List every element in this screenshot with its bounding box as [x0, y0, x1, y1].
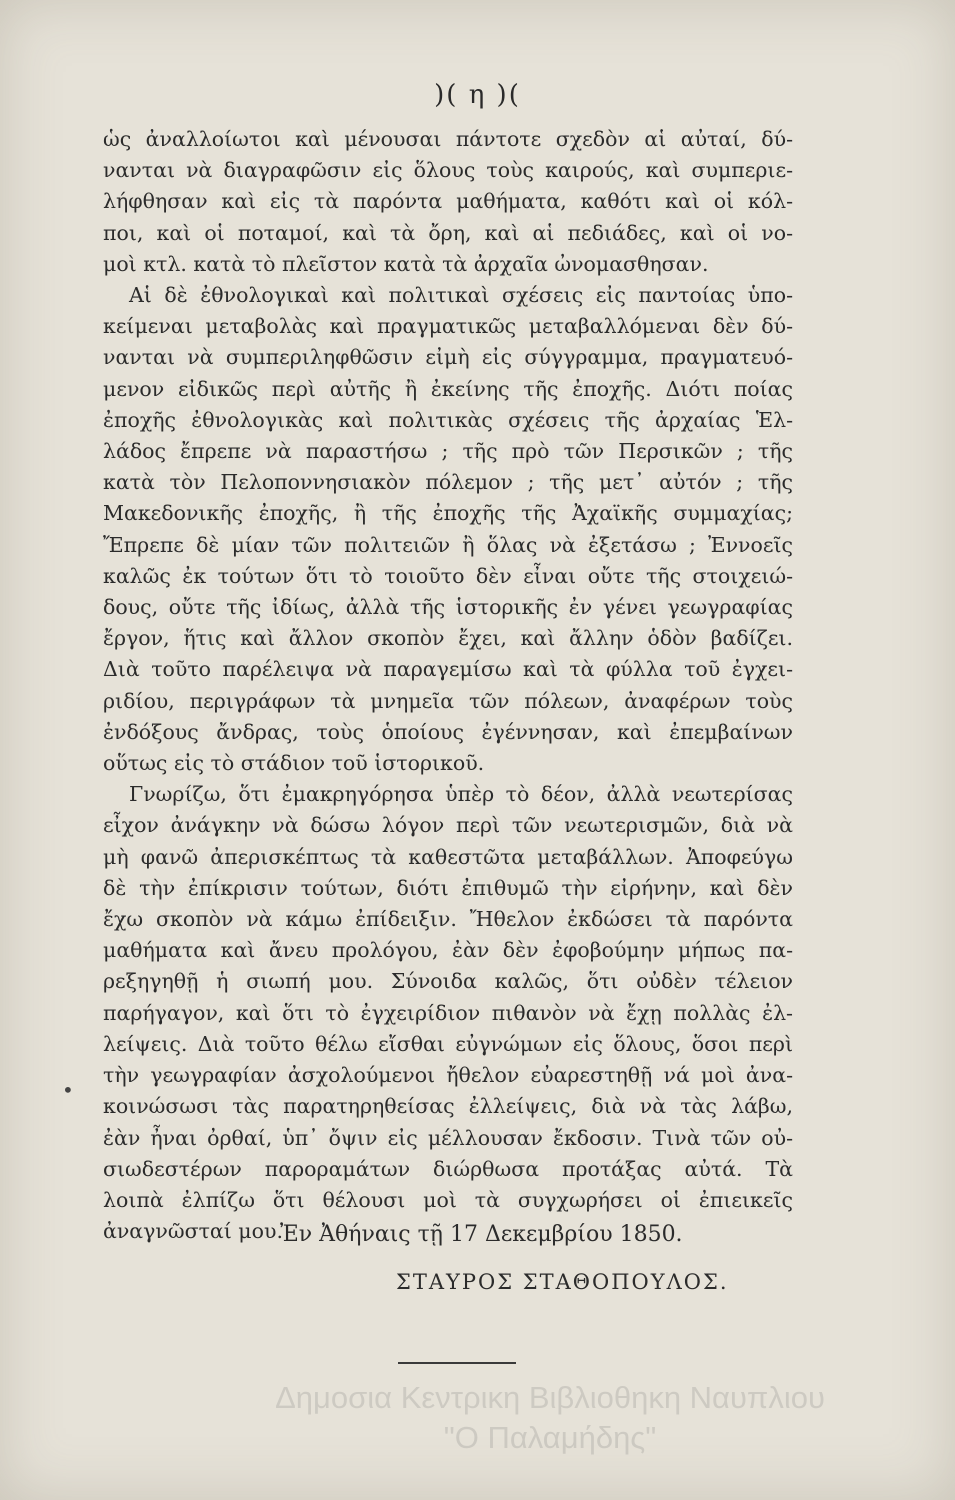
- text-line: παρήγαγον, καὶ ὅτι τὸ ἐγχειρίδιον πιθανὸν νὰ ἔχῃ πολλὰς ἐλ-: [103, 1000, 793, 1025]
- text-line: ἐνδόξους ἄνδρας, τοὺς ὁποίους ἐγέννησαν, καὶ ἐπεμβαίνων: [103, 719, 793, 744]
- text-line: μαθήματα καὶ ἄνευ προλόγου, ἐὰν δὲν ἐφοβούμην μήπως πα-: [103, 938, 793, 963]
- text-line: Μακεδονικῆς ἐποχῆς, ἢ τῆς ἐποχῆς τῆς Ἀχαϊκῆς συμμαχίας;: [103, 501, 793, 526]
- text-line: ἀναγνῶσταί μου.: [103, 1219, 283, 1244]
- library-watermark: [180, 1378, 920, 1458]
- text-line: ἐὰν ἦναι ὀρθαί, ὑπ᾽ ὄψιν εἰς μέλλουσαν ἔκδοσιν. Τινὰ τῶν οὐ-: [103, 1125, 793, 1150]
- text-line: καλῶς ἐκ τούτων ὅτι τὸ τοιοῦτο δὲν εἶναι οὔτε τῆς στοιχειώ-: [103, 563, 793, 588]
- dateline: Ἐν Ἀθήναις τῇ 17 Δεκεμβρίου 1850.: [280, 1222, 683, 1247]
- text-line: ὡς ἀναλλοίωτοι καὶ μένουσαι πάντοτε σχεδὸν αἱ αὐταί, δύ-: [103, 127, 793, 151]
- text-line: Διὰ τοῦτο παρέλειψα νὰ παραγεμίσω καὶ τὰ φύλλα τοῦ ἐγχει-: [103, 657, 793, 682]
- body-text: [103, 124, 793, 1247]
- text-line: Γνωρίζω, ὅτι ἐμακρηγόρησα ὑπὲρ τὸ δέον, ἀλλὰ νεωτερίσας: [129, 782, 793, 807]
- text-line: δους, οὔτε τῆς ἰδίως, ἀλλὰ τῆς ἱστορικῆς ἐν γένει γεωγραφίας: [103, 595, 793, 620]
- divider-rule: [398, 1362, 516, 1364]
- text-line: κείμεναι μεταβολὰς καὶ πραγματικῶς μεταβαλλόμεναι δὲν δύ-: [103, 314, 793, 339]
- text-line: Αἱ δὲ ἐθνολογικαὶ καὶ πολιτικαὶ σχέσεις εἰς παντοίας ὑπο-: [129, 283, 793, 308]
- margin-mark: •: [62, 1078, 74, 1102]
- author-signature: ΣΤΑΥΡΟΣ ΣΤΑΘΟΠΟΥΛΟΣ.: [396, 1270, 729, 1294]
- watermark-line: "Ο Παλαμήδης": [443, 1420, 657, 1455]
- text-line: λοιπὰ ἐλπίζω ὅτι θέλουσι μοὶ τὰ συγχωρήσει οἱ ἐπιεικεῖς: [103, 1187, 793, 1212]
- text-line: Ἔπρεπε δὲ μίαν τῶν πολιτειῶν ἢ ὅλας νὰ ἐξετάσω ; Ἐννοεῖς: [103, 532, 793, 557]
- text-line: μενον εἰδικῶς περὶ αὐτῆς ἢ ἐκείνης τῆς ἐποχῆς. Διότι ποίας: [103, 376, 793, 401]
- text-line: δὲ τὴν ἐπίκρισιν τούτων, διότι ἐπιθυμῶ τὴν εἰρήνην, καὶ δὲν: [103, 875, 793, 900]
- page-number-header: )( η )(: [434, 80, 521, 110]
- text-line: κοινώσωσι τὰς παρατηρηθείσας ἐλλείψεις, διὰ νὰ τὰς λάβω,: [103, 1094, 793, 1119]
- text-line: λάδος ἔπρεπε νὰ παραστήσω ; τῆς πρὸ τῶν Περσικῶν ; τῆς: [103, 439, 793, 464]
- text-line: ριδίου, περιγράφων τὰ μνημεῖα τῶν πόλεων, ἀναφέρων τοὺς: [103, 688, 793, 713]
- text-line: νανται νὰ συμπεριληφθῶσιν εἰμὴ εἰς σύγγραμμα, πραγματευό-: [103, 345, 793, 370]
- text-line: λείψεις. Διὰ τοῦτο θέλω εἴσθαι εὐγνώμων εἰς ὅλους, ὅσοι περὶ: [103, 1031, 793, 1056]
- text-line: ποι, καὶ οἱ ποταμοί, καὶ τὰ ὄρη, καὶ αἱ πεδιάδες, καὶ οἱ νο-: [103, 220, 793, 245]
- text-line: κατὰ τὸν Πελοποννησιακὸν πόλεμον ; τῆς μετ᾽ αὐτόν ; τῆς: [103, 470, 793, 495]
- text-line: εἶχον ἀνάγκην νὰ δώσω λόγον περὶ τῶν νεωτερισμῶν, διὰ νὰ: [103, 813, 793, 838]
- text-line: ρεξηγηθῇ ἡ σιωπή μου. Σύνοιδα καλῶς, ὅτι οὐδὲν τέλειον: [103, 969, 793, 994]
- text-line: νανται νὰ διαγραφῶσιν εἰς ὅλους τοὺς καιρούς, καὶ συμπεριε-: [103, 158, 793, 183]
- text-line: σιωδεστέρων παροραμάτων διώρθωσα προτάξας αὐτά. Τὰ: [103, 1156, 793, 1181]
- text-line: μοὶ κτλ. κατὰ τὸ πλεῖστον κατὰ τὰ ἀρχαῖα ὠνομασθησαν.: [103, 251, 709, 276]
- text-line: οὕτως εἰς τὸ στάδιον τοῦ ἱστορικοῦ.: [103, 751, 485, 776]
- watermark-line: Δημοσια Κεντρικη Βιβλιοθηκη Ναυπλιου: [275, 1380, 825, 1415]
- text-line: ἔχω σκοπὸν νὰ κάμω ἐπίδειξιν. Ἤθελον ἐκδώσει τὰ παρόντα: [103, 907, 793, 932]
- text-line: ἔργον, ἥτις καὶ ἄλλον σκοπὸν ἔχει, καὶ ἄλλην ὁδὸν βαδίζει.: [103, 626, 793, 651]
- text-line: ἐποχῆς ἐθνολογικὰς καὶ πολιτικὰς σχέσεις τῆς ἀρχαίας Ἑλ-: [103, 407, 793, 432]
- text-line: μὴ φανῶ ἀπερισκέπτως τὰ καθεστῶτα μεταβάλλων. Ἀποφεύγω: [103, 844, 793, 869]
- text-line: λήφθησαν καὶ εἰς τὰ παρόντα μαθήματα, καθότι καὶ οἱ κόλ-: [103, 189, 793, 214]
- text-line: τὴν γεωγραφίαν ἀσχολούμενοι ἤθελον εὐαρεστηθῇ νά μοὶ ἀνα-: [103, 1063, 793, 1088]
